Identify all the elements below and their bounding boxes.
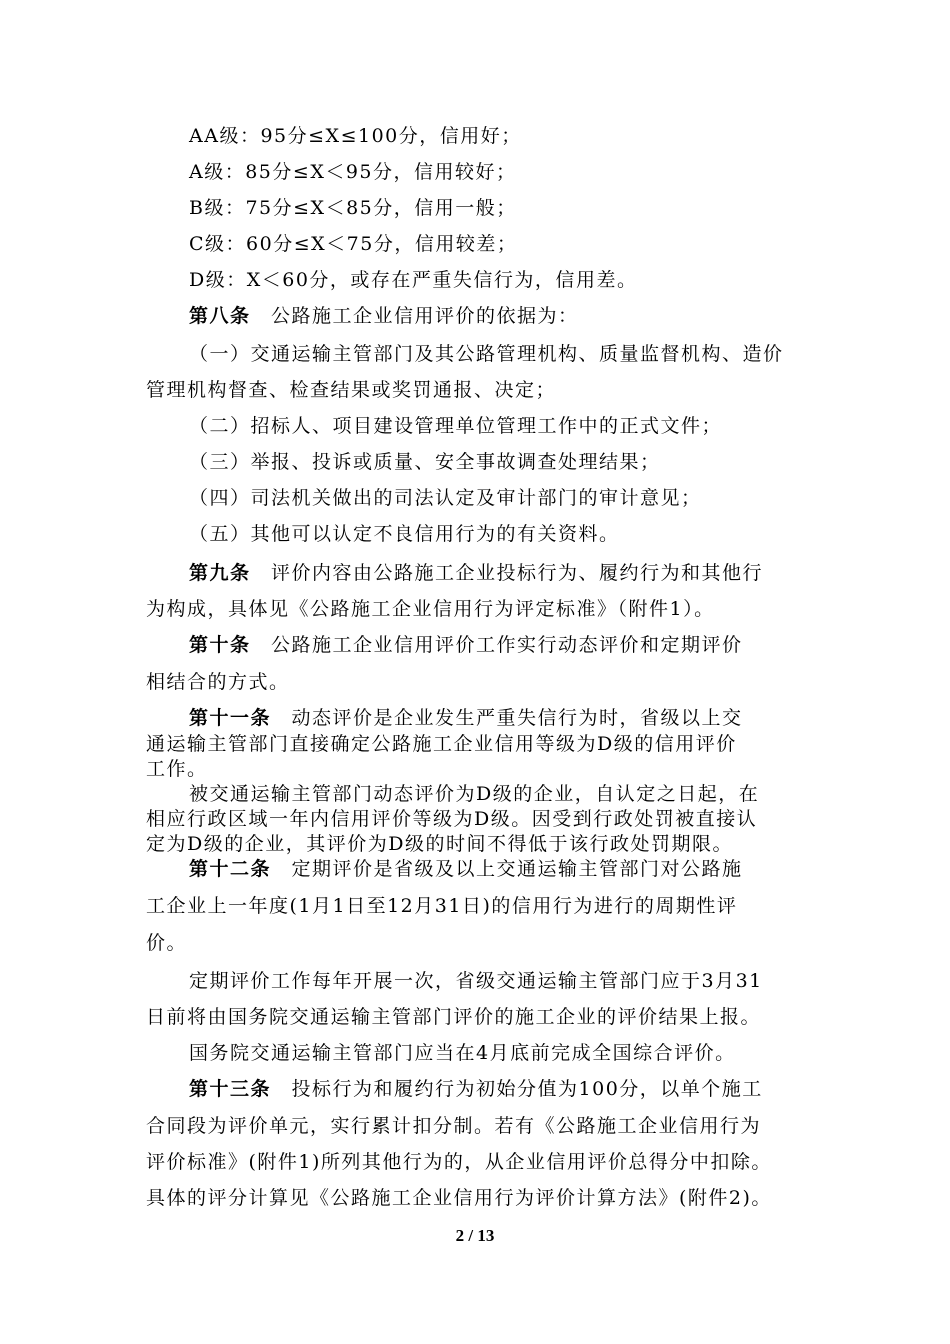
- text-line: 为构成，具体见《公路施工企业信用行为评定标准》（附件1）。: [146, 598, 715, 620]
- text-line: A级：85分≤X＜95分，信用较好；: [189, 161, 517, 183]
- text-line: 相应行政区域一年内信用评价等级为D级。因受到行政处罚被直接认: [146, 808, 758, 830]
- text-line: 评价标准》(附件1)所列其他行为的，从企业信用评价总得分中扣除。: [146, 1151, 772, 1173]
- article-10: 第十条 公路施工企业信用评价工作实行动态评价和定期评价: [189, 634, 743, 656]
- article-heading: 第九条: [189, 562, 251, 584]
- text-line: 相结合的方式。: [146, 671, 290, 693]
- text-line: （四）司法机关做出的司法认定及审计部门的审计意见；: [189, 487, 702, 509]
- text-line: 日前将由国务院交通运输主管部门评价的施工企业的评价结果上报。: [146, 1006, 762, 1028]
- text-line: C级：60分≤X＜75分，信用较差；: [189, 233, 518, 255]
- article-heading: 第十一条: [189, 707, 272, 729]
- text-line: （一）交通运输主管部门及其公路管理机构、质量监督机构、造价: [189, 343, 784, 365]
- text-line: 管理机构督查、检查结果或奖罚通报、决定；: [146, 379, 557, 401]
- page-number: 2 / 13: [455, 1226, 495, 1245]
- text-line: （三）举报、投诉或质量、安全事故调查处理结果；: [189, 451, 661, 473]
- text-line: 价。: [146, 932, 188, 954]
- article-heading: 第十条: [189, 634, 251, 656]
- text-line: 定期评价工作每年开展一次，省级交通运输主管部门应于3月31: [189, 970, 763, 992]
- article-heading: 第十三条: [189, 1078, 272, 1100]
- text-line: 通运输主管部门直接确定公路施工企业信用等级为D级的信用评价: [146, 733, 737, 755]
- article-8: 第八条 公路施工企业信用评价的依据为：: [189, 305, 579, 327]
- text-line: （二）招标人、项目建设管理单位管理工作中的正式文件；: [189, 415, 723, 437]
- text-line: 国务院交通运输主管部门应当在4月底前完成全国综合评价。: [189, 1042, 736, 1064]
- text-line: （五）其他可以认定不良信用行为的有关资料。: [189, 523, 620, 545]
- text-line: 工作。: [146, 758, 208, 780]
- text-line: 被交通运输主管部门动态评价为D级的企业，自认定之日起，在: [189, 783, 760, 805]
- article-13: 第十三条 投标行为和履约行为初始分值为100分，以单个施工: [189, 1078, 763, 1100]
- article-12: 第十二条 定期评价是省级及以上交通运输主管部门对公路施: [189, 858, 743, 880]
- article-heading: 第八条: [189, 305, 251, 327]
- text-line: 具体的评分计算见《公路施工企业信用行为评价计算方法》(附件2)。: [146, 1187, 772, 1209]
- text-line: 合同段为评价单元，实行累计扣分制。若有《公路施工企业信用行为: [146, 1115, 762, 1137]
- text-line: 定为D级的企业，其评价为D级的时间不得低于该行政处罚期限。: [146, 833, 733, 855]
- article-heading: 第十二条: [189, 858, 272, 880]
- article-9: 第九条 评价内容由公路施工企业投标行为、履约行为和其他行: [189, 562, 764, 584]
- text-line: AA级：95分≤X≤100分，信用好；: [189, 125, 522, 147]
- text-line: B级：75分≤X＜85分，信用一般；: [189, 197, 517, 219]
- article-11: 第十一条 动态评价是企业发生严重失信行为时，省级以上交: [189, 707, 743, 729]
- text-line: 工企业上一年度(1月1日至12月31日)的信用行为进行的周期性评: [146, 895, 738, 917]
- text-line: D级：X＜60分，或存在严重失信行为，信用差。: [189, 269, 638, 291]
